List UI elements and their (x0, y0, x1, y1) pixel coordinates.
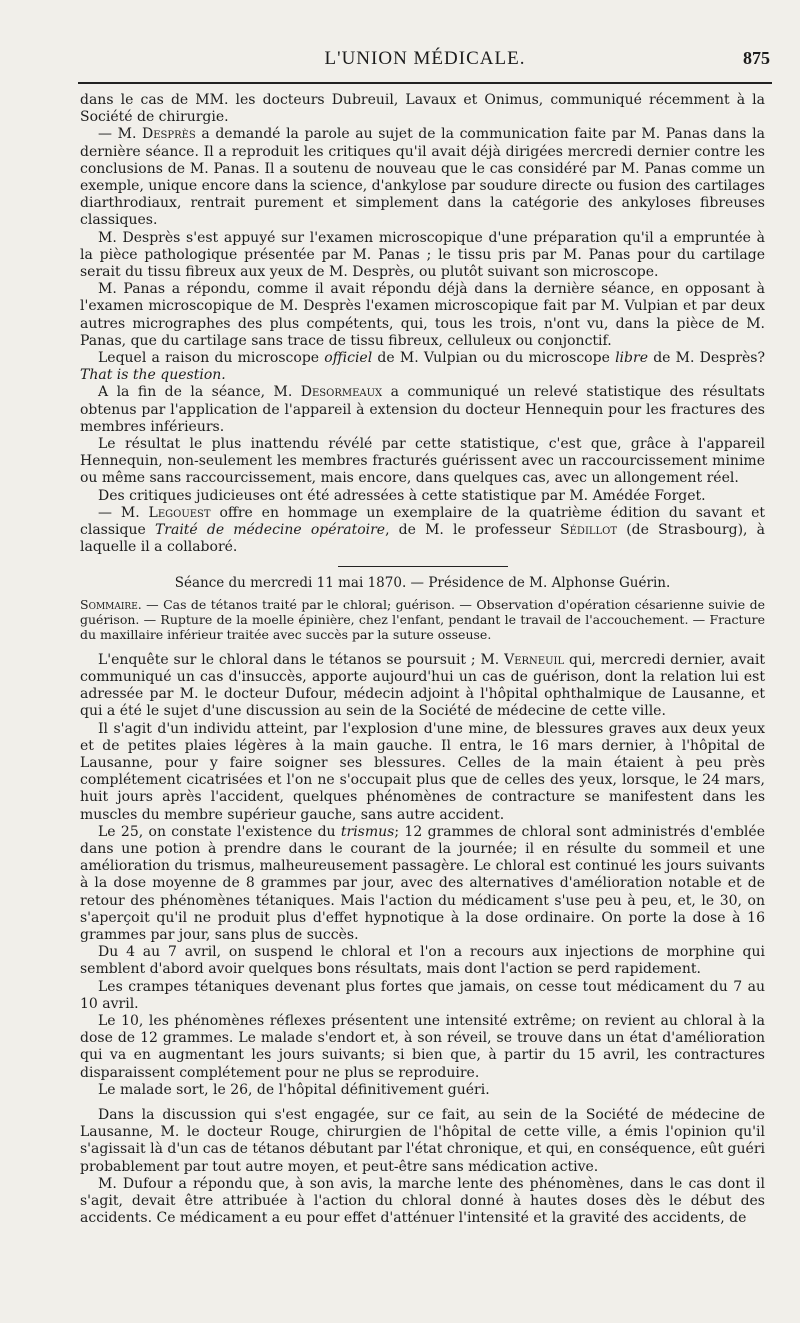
paragraph: Le 10, les phénomènes réflexes présentent une intensité extrême; on revient au chloral à la dose de 12 grammes. Le malade s'endort et, à son réveil, se trouve dans un état d'amélioration qui va en augmentant les jours suivants; si bien que, à partir du 15 avril, les contractures disparaissent complétement pour ne plus se reproduire. (80, 1012, 765, 1081)
text-run: de M. Vulpian ou du microscope (372, 350, 616, 367)
text-run: a communiqué un relevé statistique des résultats obtenus par l'application de l'appareil à extension du docteur Hennequin pour les fractures des membres inférieurs. (80, 384, 765, 435)
page-number: 875 (743, 48, 770, 68)
person-name: M. Desprès (117, 126, 196, 143)
paragraph: Le malade sort, le 26, de l'hôpital définitivement guéri. (98, 1081, 490, 1098)
paragraph: — M. Desprès a demandé la parole au sujet de la communication faite par M. Panas dans la dernière séance. Il a reproduit les critiques qu'il avait déjà dirigées mercredi dernier contre les conclusions de M. Panas. Il a soutenu de nouveau que le cas considéré par M. Panas comme un exemple, unique encore dans la science, d'ankylose par soudure directe ou fusion des cartilages diarthrodiaux, rentrait purement et simplement dans la catégorie des ankyloses fibreuses classiques. (80, 126, 765, 229)
paragraph: Des critiques judicieuses ont été adressées à cette statistique par M. Amédée Forget. (98, 487, 706, 504)
text-run: Lequel a raison du microscope (98, 350, 325, 367)
paragraph-gap (80, 1099, 765, 1107)
section-divider (338, 566, 508, 567)
paragraph: Les crampes tétaniques devenant plus fortes que jamais, on cesse tout médicament du 7 au 10 avril. (80, 978, 765, 1012)
summary-label: Sommaire. (80, 596, 142, 612)
italic-text: That is the question. (80, 367, 226, 384)
text-run: , de M. le professeur (385, 522, 561, 539)
paragraph: Dans la discussion qui s'est engagée, sur ce fait, au sein de la Société de médecine de Lausanne, M. le docteur Rouge, chirurgien de l'hôpital de cette ville, a émis l'opinion qu'il s'agissait là d'un cas de tétanos débutant par l'état chronique, et qui, en conséquence, eût guéri probablement par tout autre moyen, et peut-être sans médication active. (80, 1106, 765, 1175)
person-name: Sédillot (560, 522, 618, 539)
paragraph: Du 4 au 7 avril, on suspend le chloral et l'on a recours aux injections de morphine qui semblent d'abord avoir quelques bons résultats, mais dont l'action se perd rapidement. (80, 944, 765, 978)
italic-text: officiel (324, 350, 373, 367)
session-heading: Séance du mercredi 11 mai 1870. — Présidence de M. Alphonse Guérin. (174, 575, 671, 592)
italic-text: trismus (340, 823, 395, 840)
text-run: (de Strasbourg), à laquelle il a collaboré. (80, 522, 765, 556)
paragraph: M. Panas a répondu, comme il avait répondu déjà dans la dernière séance, en opposant à l'examen microscopique de M. Desprès l'examen microscopique fait par M. Vulpian et par deux autres micrographes des plus compétents, qui, tous les trois, n'ont vu, dans la pièce de M. Panas, que du cartilage sans trace de tissu fibreux, celluleux ou conjonctif. (80, 281, 765, 349)
person-name: Desormeaux (300, 384, 383, 401)
summary-text: — Cas de tétanos traité par le chloral; guérison. — Observation d'opération césarienne suivie de guérison. — Rupture de la moelle épinière, chez l'enfant, pendant le travail de l'accouchement. — Fracture du maxillaire inférieur traitée avec succès par la suture osseuse. (80, 596, 765, 642)
paragraph (80, 652, 765, 721)
paragraph: M. Dufour a répondu que, à son avis, la marche lente des phénomènes, dans le cas dont il s'agit, devait être attribuée à l'action du chloral donné à hautes doses dès le début des accidents. Ce médicament a eu pour effet d'atténuer l'intensité et la gravité des accidents, de (80, 1175, 765, 1227)
person-name: Legouest (148, 504, 211, 521)
paragraph: Le résultat le plus inattendu révélé par cette statistique, c'est que, grâce à l'appareil Hennequin, non-seulement les membres fracturés guérissent avec un raccourcissement minime ou même sans raccourcissement, mais encore, dans quelques cas, avec un allongement réel. (80, 436, 765, 487)
text-run: de M. Desprès? (647, 350, 765, 367)
paragraph (80, 505, 765, 557)
paragraph (80, 384, 765, 436)
book-title: Traité de médecine opératoire (154, 522, 386, 539)
person-name: Verneuil (504, 651, 565, 668)
text-run: qui, mercredi dernier, avait communiqué un cas d'insuccès, apporte aujourd'hui un cas de guérison, dont la relation lui est adressée par M. le docteur Dufour, médecin adjoint à l'hôpital ophthalmique de Lausanne, et qui a été le sujet d'une discussion au sein de la Société de médecine de cette ville. (80, 651, 765, 720)
paragraph (80, 824, 765, 944)
text-run: L'enquête sur le chloral dans le tétanos se poursuit ; M. (98, 651, 505, 668)
text-run: offre en hommage un exemplaire de la quatrième édition du savant et classique (80, 504, 766, 539)
paragraph: dans le cas de MM. les docteurs Dubreuil, Lavaux et Onimus, communiqué récemment à la Société de chirurgie. (80, 92, 765, 126)
paragraph: M. Desprès s'est appuyé sur l'examen microscopique d'une préparation qu'il a empruntée à la pièce pathologique présentée par M. Panas ; le tissu pris par M. Panas pour du cartilage serait du tissu fibreux aux yeux de M. Desprès, ou plutôt suivant son microscope. (80, 229, 765, 281)
paragraph: Il s'agit d'un individu atteint, par l'explosion d'une mine, de blessures graves aux deux yeux et de petites plaies légères à la main gauche. Il entra, le 16 mars dernier, à l'hôpital de Lausanne, pour y faire soigner ses blessures. Celles de la main étaient à peu près complétement cicatrisées et l'on ne s'occupait plus que de celles des yeux, lorsque, le 24 mars, huit jours après l'accident, quelques phénomènes de contracture se manifestent dans les muscles du membre supérieur gauche, sans autre accident. (80, 720, 765, 823)
paragraph (80, 350, 765, 384)
text-run: Le 25, on constate l'existence du (98, 823, 341, 840)
header-rule (78, 82, 772, 84)
summary (80, 597, 765, 642)
text-run: A la fin de la séance, M. (98, 384, 301, 401)
text-run: ; 12 grammes de chloral sont administrés d'emblée dans une potion à prendre dans le courant de la journée; il en résulte du sommeil et une amélioration du trismus, malheureusement passagère. Le chloral est continué les jours suivants à la dose moyenne de 8 grammes par jour, avec des alternatives d'amélioration notable et de retour des phénomènes tétaniques. Mais l'action du médicament s'use peu à peu, et, le 30, on s'aperçoit qu'il ne produit plus d'effet hypnotique à la dose ordinaire. On porte la dose à 16 grammes par jour, sans plus de succès. (80, 823, 765, 943)
article-body (80, 92, 765, 1227)
italic-text: libre (615, 350, 648, 367)
paragraph-text: a demandé la parole au sujet de la communication faite par M. Panas dans la dernière séance. Il a reproduit les critiques qu'il avait déjà dirigées mercredi dernier contre les conclusions de M. Panas. Il a soutenu de nouveau que le cas considéré par M. Panas comme un exemple, unique encore dans la science, d'ankylose par soudure directe ou fusion des cartilages diarthrodiaux, rentrait purement et simplement dans la catégorie des ankyloses fibreuses classiques. (80, 126, 765, 229)
page-header (80, 48, 770, 78)
journal-title: L'UNION MÉDICALE. (324, 48, 526, 69)
text-run: — M. (98, 504, 149, 521)
